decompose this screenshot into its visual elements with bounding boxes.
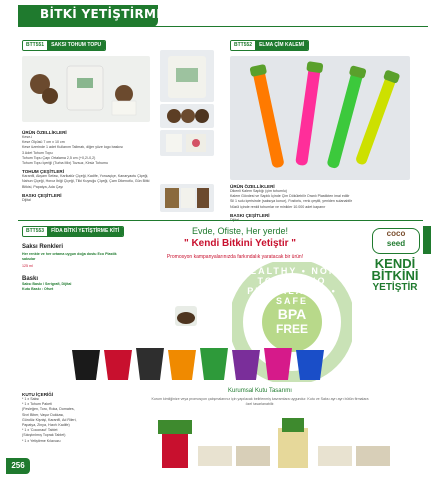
- product3-print-head: Baskı: [22, 275, 39, 282]
- product3-print-desc: Saksı Baskı / Serigrafi, Dijital: [22, 281, 72, 286]
- headline-2: " Kendi Bitkini Yetiştir ": [183, 238, 297, 249]
- product1-seed-title: TOHUM ÇEŞİTLERİ: [22, 169, 65, 175]
- product1-specs: [22, 130, 154, 203]
- product2-feature-4: Nüzül içinde renkli tohumlar ve minikler 10.000 adet kapanır: [230, 204, 326, 209]
- soil-tablet-image: [175, 306, 197, 326]
- side-accent: [423, 226, 431, 254]
- product1-code: BTT551: [23, 41, 47, 50]
- product2-feature-3: Sil 1 sulu içerisinde (saksıya konur), Fosforlu, renk çeşitli, yeniden sulanabilir: [230, 199, 353, 204]
- product1-feature-4: 3 Adet Tohum Topu: [22, 150, 53, 155]
- product1-feature-2: Kese Ölçüsü 7 cm x 10 cm: [22, 140, 65, 145]
- badge-center-bottom: FREE: [275, 322, 308, 336]
- product2-code: BTT552: [231, 41, 255, 50]
- logo-bottom: seed: [386, 239, 406, 248]
- coco-seed-logo: [372, 228, 420, 254]
- product1-tag: [22, 40, 106, 51]
- box-item-5: Gündüz Kişnişi, Karanfil, Ad Rileri,: [22, 417, 77, 422]
- box-title: KUTU İÇERİĞİ: [22, 392, 54, 397]
- product1-bag-image: [160, 50, 214, 102]
- product2-feature-2: Kalem Gövdesi ve Saplık İçinde Çim Dökülebilir Oranlı Plastikten imal edilir: [230, 194, 350, 199]
- product3-print-desc2: Kutu Baskı : Ofset: [22, 286, 54, 291]
- product2-tag: [230, 40, 309, 51]
- product2-features-title: ÜRÜN ÖZELLİKLERİ: [230, 184, 275, 189]
- slogan-line-3: YETİŞTİR: [372, 282, 418, 293]
- product1-balls-image: [160, 104, 214, 128]
- title-divider: [18, 26, 428, 27]
- box-item-3: (Fesleğen, Toro, Roka, Domates,: [22, 407, 75, 412]
- slogan-line-1: KENDİ: [374, 256, 416, 271]
- product1-feature-6: Tohum Topu İçeriği (Turba Mix) Tozsuz, Kirsiz Tohumu: [22, 161, 108, 166]
- product3-left-info: [22, 244, 122, 292]
- box-contents: [22, 392, 132, 444]
- box-item-8: (Sıkıştırılmış Toprak Tablet): [22, 433, 66, 438]
- headline-1: Evde, Ofiste, Her yerde!: [191, 226, 289, 236]
- product2-print-title: BASKI ÇEŞİTLERİ: [230, 212, 270, 218]
- box-product-images: [150, 412, 400, 472]
- box-item-9: * 1 x Yetiştirme Kılavuzu: [22, 438, 61, 443]
- logo-top: coco: [386, 229, 406, 238]
- product1-box-image: [160, 130, 214, 156]
- product1-features-title: ÜRÜN ÖZELLİKLERİ: [22, 130, 67, 135]
- product1-seeds: Karanfil, Akşam Sefası, Karikatür Çiçeği, Kadife, Yoncaçiçe, Kanaryaotu Çiçeği, Nahun Çiçeği, Horoz İbiği Çiçeği, Tilki Kuyruğu Çiçeği, Çam Dikenotlu, Gün Bitki Bitkisi, Papatya, Ada Çayı: [22, 174, 150, 189]
- box-item-4: Sivri Biber, Vaşur Dukkası,: [22, 412, 65, 417]
- page-number: 256: [6, 458, 30, 474]
- custom-box-desc: Kurum kimliğinize veya promosyon çalışmalarınız için yapılacak belirlenmiş kavramlara uygundur. Kutu ve Saksı ayrı ayrı bütün firmalara özel tasarlanabilir.: [151, 397, 369, 406]
- badge-ring-text: HEALTHY • NON-TOXIC • NO PHTHALATES • SAFE: [241, 266, 343, 306]
- pot-row: [70, 344, 370, 384]
- product1-name: SAKSI TOHUM TOPU: [47, 41, 105, 50]
- headline-sub: Promosyon kampanyalarınızda farkındalık yaratacak bir ürün!: [166, 254, 304, 260]
- box-item-7: * 1 x 'Coconaut' Tablet: [22, 428, 58, 433]
- page-title: BİTKİ YETİŞTİRME ÜRÜNLERİ: [40, 7, 240, 21]
- product1-feature-5: Tohum Topu Çapı Ortalama 2,5 cm (+0,2/-0,2): [22, 155, 96, 160]
- product1-print-title: BASKI ÇEŞİTLERİ: [22, 192, 62, 198]
- brand-slogan: [368, 258, 422, 294]
- section-divider: [18, 220, 423, 221]
- product3-name: FİDA BİTKİ YETİŞTİRME KİTİ: [47, 227, 123, 236]
- product2-image: [230, 56, 410, 180]
- box-item-1: * 1 x Saksı: [22, 397, 40, 401]
- product1-feature-3: Kese üzerinde 1 adet Kullanım Talimatı, diğer yüze logo baskısı: [22, 145, 124, 150]
- box-item-2: * 1 x Tohum Paketi: [22, 402, 52, 407]
- product3-code: BTT553: [23, 227, 47, 236]
- product2-specs: [230, 184, 420, 223]
- box-item-6: Papatya, Zinya, Hızırlı Kadife): [22, 423, 70, 428]
- product3-tag: [22, 226, 124, 237]
- product3-volume: 125 ml: [22, 264, 33, 269]
- product3-colors-title: Saksı Renkleri: [22, 244, 64, 250]
- product2-name: ELMA ÇİM KALEMİ: [255, 41, 308, 50]
- badge-center-top: BPA: [277, 306, 307, 322]
- slogan-line-2: BİTKİNİ: [371, 268, 419, 283]
- custom-box-title: Kurumsal Kutu Tasarımı: [228, 388, 292, 394]
- product1-feature-1: Kese-i: [22, 135, 33, 139]
- product1-main-image: [22, 56, 150, 122]
- product2-feature-1: Dikenli Kalem Saplığı (çim tohumlu): [230, 189, 287, 193]
- product1-print: Dijital: [22, 197, 31, 202]
- product1-packs-image: [160, 184, 214, 212]
- product3-colors-desc: Her renkte ve her ortama uygun doğa dostu Eco Plastik saksılar: [22, 252, 117, 262]
